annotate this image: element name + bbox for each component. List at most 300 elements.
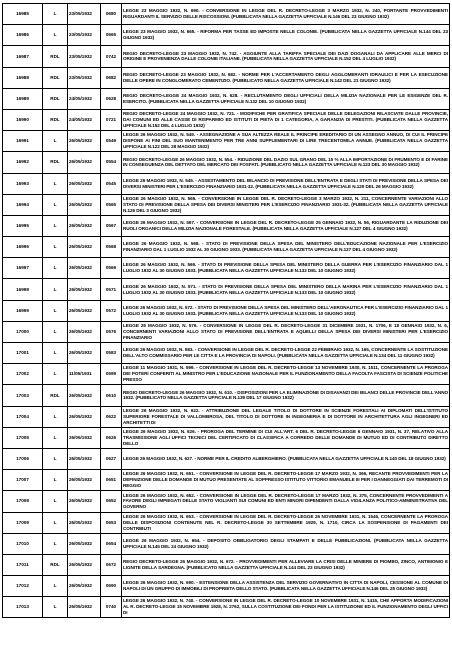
act-date-cell [68,237,101,258]
act-date-cell [68,67,101,88]
record-number-cell [3,343,43,364]
act-page-number-cell [101,88,122,109]
act-page-number: 0622 [105,413,117,419]
record-number: 17007 [16,477,29,483]
act-page-number: 0680 [105,11,117,17]
act-description: LEGGE 26 MAGGIO 1932, N. 568. - STATO DI PREVISIONE DELLA SPESA DEL MINISTERO DELL'EDUCAZIONE NAZIONALE PER L'ESERCIZIO FINANZIARIO DAL 1 LUGLIO 1932 AL 30 GIUGNO 1933. (PUBBLICATA NELLA GAZZETTA UFFICIALE N.127 DEL 4 GIUGNO 1932) [123,241,448,253]
record-number-cell [3,109,43,130]
record-number: 17003 [16,392,29,398]
act-date: 23/05/1932 [69,32,92,38]
act-date: 26/05/1932 [69,562,92,568]
act-date: 23/05/1932 [69,53,92,59]
record-number-cell [3,406,43,427]
act-page-number: 0599 [105,371,117,377]
act-description-cell [122,364,450,385]
act-type: RDL [50,74,60,80]
act-type: L [53,328,57,334]
act-description: LEGGE 11 MAGGIO 1931, N. 599. - CONVERSIONE IN LEGGE DEL R. DECRETO-LEGGE 13 NOVEMBRE 1930, N. 1511, CONCERNENTE LA PROROGA DEI POTERI CONFERITI AL MINISTRO PER L'EDUCAZIONE NAZIONALE PER IL FUNZIONAMENTO DELLA FACOLTA FASCISTA DI SCIENZE POLITICHE PRESSO [123,365,448,383]
act-date-cell [68,491,101,512]
act-date: 26/05/1932 [69,180,92,186]
act-date-cell [68,512,101,533]
act-page-number: 0554 [105,159,117,165]
act-date-cell [68,4,101,25]
act-type-cell [43,406,68,427]
act-page-number: 0568 [105,244,117,250]
record-number-cell [3,279,43,300]
act-type-cell [43,4,68,25]
act-date-cell [68,131,101,152]
act-type: RDL [50,392,60,398]
act-page-number-cell [101,237,122,258]
act-description-cell [122,300,450,321]
act-description-cell [122,279,450,300]
act-type-cell [43,237,68,258]
act-type-cell [43,343,68,364]
record-number: 16988 [16,74,29,80]
act-date-cell [68,406,101,427]
record-number: 16998 [16,286,29,292]
act-type-cell [43,364,68,385]
act-type: L [53,307,57,313]
act-description-cell [122,46,450,67]
act-type-cell [43,491,68,512]
act-date: 26/05/1932 [69,604,92,610]
act-description: LEGGE 26 MAGGIO 1932, N. 576. - CONVERSIONE IN LEGGE DEL R. DECRETO-LEGGE 31 DICEMBRE 1931, N. 1706, E 18 GENNAIO 1932, N. 6, CONCERNENTI VARIAZIONI ALLO STATO DI PREVISIONE DELL'ENTRATA E AQUELLI DELLA SPESA DEI DIVERSI MINISTERI PER L'ESERCIZIO FINANZIARIO [123,323,448,340]
record-number: 16995 [16,223,29,229]
act-page-number-cell [101,491,122,512]
act-description: REGIO DECRETO-LEGGE 23 MAGGIO 1932, N. 682. - NORME PER L'ACCERTAMENTO DEGLI AGGLOMERANTI IDRAULICI E PER LA ESECUZIONE DELLE OPERE IN CONGLOMERATO CEMENTIZIO. (PUBBLICATO NELLA GAZZETTA UFFICIALE N.142 DEL 21 GIUGNO 1932) [123,71,448,83]
act-type-cell [43,131,68,152]
act-page-number-cell [101,131,122,152]
act-date: 26/05/1932 [69,583,92,589]
act-description: LEGGE 26 MAGGIO 1932, N. 545. - ASSESTAMENTO DEL BILANCIO DI PREVISIONE DELL'ENTRATA E DEGLI STATI DI PREVISIONE DELLA SPESA DEI DIVERSI MINISTERI PER L'ESERCIZIO FINANZIARIO 1931-32. (PUBBLICATA NELLA GAZZETTA UFFICIALE N.120 DEL 26 MAGGIO 1932) [123,177,448,189]
act-description-cell [122,194,450,215]
act-page-number: 0721 [105,117,117,123]
record-number: 16987 [16,53,29,59]
act-description-cell [122,512,450,533]
act-page-number: 0545 [105,180,117,186]
act-date: 26/05/1932 [69,498,92,504]
act-page-number-cell [101,576,122,597]
table-row [3,67,450,88]
table-row [3,152,450,173]
act-description: LEGGE 26 MAGGIO 1932, N. 549. - ASSEGNAZIONE A SUA ALTEZZA REALE IL PRINCIPE EREDITARIO DI UN ASSEGNO ANNUO, DI CUI IL PRINCIPE DISPONE AI FINI DEL SUO MANTENIMENTO PER TRE ANNI SUPPLEMENTARI DI LIRE TRECENTOMILA ANNUE. (PUBBLICATA NELLA GAZZETTA UFFICIALE N.122 DEL 28 MAGGIO 1932) [123,132,448,150]
record-number: 16997 [16,265,29,271]
table-row [3,533,450,554]
act-date-cell [68,597,101,618]
act-description: LEGGE 26 MAGGIO 1932, N. 654. - DEPOSITO OBBLIGATORIO DEGLI STAMPATI E DELLE PUBBLICAZIONI. (PUBBLICATA NELLA GAZZETTA UFFICIALE N.145 DEL 24 GIUGNO 1932) [123,537,448,549]
act-type: L [53,519,57,525]
act-type: L [53,201,57,207]
act-description: LEGGE 26 MAGGIO 1932, N. 652. - CONVERSIONE IN LEGGE DEL R. DECRETO-LEGGE 17 MARZO 1932, N. 375, CONCERNENTE PROVVEDIMENTI A FAVORE DEGLI IMPIEGATI DELLE STATO VIGLIANTI SUI COMUNI ED ENTI MINORI DIPENDENTI DALLA VIGILANZA POLITICO-AMMINISTRATIVA DEL GOVERNO [123,492,448,510]
act-description-cell [122,470,450,491]
record-number: 17009 [16,519,29,525]
act-description-cell [122,533,450,554]
record-number-cell [3,491,43,512]
table-row [3,237,450,258]
act-page-number-cell [101,343,122,364]
act-type: L [53,604,57,610]
record-number: 17011 [16,562,29,568]
record-number: 16993 [16,180,29,186]
table-row [3,343,450,364]
act-type-cell [43,533,68,554]
act-date: 26/05/1932 [69,307,92,313]
act-type-cell [43,448,68,469]
act-date: 26/05/1932 [69,201,92,207]
act-type: L [53,583,57,589]
record-number: 17006 [16,456,29,462]
act-type-cell [43,321,68,342]
act-description-cell [122,576,450,597]
act-type-cell [43,427,68,448]
act-page-number: 0576 [105,328,117,334]
act-page-number-cell [101,448,122,469]
record-number-cell [3,427,43,448]
act-page-number: 0653 [105,519,117,525]
table-row [3,427,450,448]
act-page-number: 0682 [105,74,117,80]
act-page-number: 0651 [105,477,117,483]
record-number: 16992 [16,159,29,165]
act-page-number-cell [101,109,122,130]
record-number: 17002 [16,371,29,377]
act-date: 26/05/1932 [69,456,92,462]
act-date-cell [68,321,101,342]
act-type-cell [43,300,68,321]
record-number-cell [3,194,43,215]
act-type-cell [43,279,68,300]
act-description: LEGGE 26 MAGGIO 1932, N. 690. - ESTENSIONE DELLA ASSISTENZA DEL SERVIZIO GOVERNATIVO IN CITTA DI NAPOLI, CESSIONE AL COMUNE DI NAPOLI DI UN GRUPPO DI IMMOBILI DI PROPRIETA DELLO STATO. (PUBBLICATA NELLA GAZZETTA UFFICIALE N.146 DEL 25 GIUGNO 1932) [123,580,448,592]
act-description: LEGGE 26 MAGGIO 1932, N. 626. - PROROGA DEL TERMINE DI CUI ALL'ART. 6 DEL R. DECRETO-LEGGE 6 GENNAIO 1931, N. 37, RELATIVO ALLA TRASMISSIONE AGLI UFFICI TECNICI DEL CERTIFICATO DI CLASSIFICA A CORREDO DELLE DOMANDE DI MUTUO ED DI CONTRIBUTO DIRETTO DELLO [123,428,448,446]
act-page-number-cell [101,554,122,575]
act-type: L [53,138,57,144]
record-number-cell [3,448,43,469]
act-type: RDL [50,53,60,59]
act-type: RDL [50,117,60,123]
act-type: L [53,265,57,271]
act-page-number-cell [101,279,122,300]
act-description: LEGGE 26 MAGGIO 1932, N. 740. - CONVERSIONE IN LEGGE DEL R. DECRETO-LEGGE 10 NOVEMBRE 1931, N. 1415, CHE APPORTA MODIFICAZIONI AL R. DECRETO-LEGGE 15 NOVEMBRE 1928, N. 2762, SULLA COSTITUZIONE DEI FONDI PER LA ISTITUZIONE ED IL FUNZIONAMENTO DEGLI UFFICI DI [123,598,448,616]
record-number: 17010 [16,540,29,546]
act-page-number: 0690 [105,583,117,589]
act-type-cell [43,88,68,109]
act-description-cell [122,237,450,258]
act-type: L [53,456,57,462]
act-date-cell [68,554,101,575]
record-number: 16989 [16,95,29,101]
act-page-number-cell [101,67,122,88]
act-type-cell [43,597,68,618]
act-date-cell [68,25,101,46]
act-page-number-cell [101,597,122,618]
act-date: 11/05/1931 [69,371,92,377]
record-number: 16996 [16,244,29,250]
act-date: 26/05/1932 [69,265,92,271]
record-number-cell [3,67,43,88]
record-number-cell [3,173,43,194]
act-page-number-cell [101,4,122,25]
act-date: 26/05/1932 [69,392,92,398]
act-date: 26/05/1932 [69,540,92,546]
act-page-number-cell [101,364,122,385]
act-date-cell [68,448,101,469]
act-type-cell [43,109,68,130]
act-description-cell [122,173,450,194]
act-type-cell [43,576,68,597]
act-date: 26/05/1932 [69,223,92,229]
table-row [3,576,450,597]
table-row [3,194,450,215]
record-number-cell [3,88,43,109]
record-number-cell [3,300,43,321]
act-description: LEGGE 23 MAGGIO 1932, N. 665. - RIFORMA PER TASSE ED IMPOSTE NELLE COLONIE. (PUBBLICATA NELLA GAZZETTA UFFICIALE N.144 DEL 23 GIUGNO 1932) [123,29,448,41]
record-number-cell [3,237,43,258]
table-row [3,385,450,406]
act-description-cell [122,321,450,342]
act-page-number: 0627 [105,456,117,462]
act-page-number: 0665 [105,32,117,38]
act-description-cell [122,385,450,406]
record-number: 16986 [16,32,29,38]
act-page-number: 0740 [105,604,117,610]
act-date-cell [68,109,101,130]
table-row [3,215,450,236]
record-number: 17000 [16,328,29,334]
record-number-cell [3,385,43,406]
act-page-number: 0572 [105,307,117,313]
act-type-cell [43,46,68,67]
record-number: 17004 [16,413,29,419]
table-row [3,470,450,491]
act-description: LEGGE 26 MAGGIO 1932, N. 653. - CONVERSIONE IN LEGGE DEL R. DECRETO-LEGGE 26 NOVEMBRE 1931, N. 1546, CONCERNENTE LA PROROGA DELLE DISPOSIZIONI CONTENUTE NEL R. DECRETO-LEGGE 30 SETTEMBRE 1929, N. 1710, CIRCA LA SOSPENSIONE DI PAGAMENTI DEI CONTRIBUTI [123,513,448,531]
act-type-cell [43,173,68,194]
record-number: 17013 [16,604,29,610]
record-number-cell [3,597,43,618]
act-date-cell [68,152,101,173]
record-number-cell [3,470,43,491]
act-page-number-cell [101,215,122,236]
table-row [3,25,450,46]
act-type: RDL [50,562,60,568]
act-page-number: 0672 [105,562,117,568]
act-date-cell [68,427,101,448]
act-type-cell [43,554,68,575]
act-description: REGIO DECRETO-LEGGE 26 MAGGIO 1932, N. 610. - DISPOSIZIONI PER LA ELIMINAZIONE DI DISAVANZI DEI BILANCI DELLE PROVINCIE DELL'ANNO 1932. (PUBBLICATO NELLA GAZZETTA UFFICIALE N.139 DEL 17 GIUGNO 1932) [123,389,448,401]
act-date-cell [68,385,101,406]
act-description-cell [122,152,450,173]
act-page-number: 0610 [105,392,117,398]
act-type: L [53,286,57,292]
table-row [3,512,450,533]
table-row [3,4,450,25]
record-number: 16999 [16,307,29,313]
record-number-cell [3,554,43,575]
act-date-cell [68,533,101,554]
act-type: L [53,477,57,483]
act-page-number-cell [101,321,122,342]
act-description: REGIO DECRETO-LEGGE 26 MAGGIO 1932, N. 672. - PROVVEDIMENTI PER ALLEVIARE LA CRISI DELLE MINIERE DI PIOMBO, ZINCO, ANTIMONIO E LIGNITE DELLA SARDEGNA. (PUBBLICATO NELLA GAZZETTA UFFICIALE N.144 DEL 23 GIUGNO 1932) [123,559,448,570]
act-description: LEGGE 26 MAGGIO 1932, N. 569. - STATO DI PREVISIONE DELLA SPESA DEL MINISTERO DELLA GUERRA PER L'ESERCIZIO FINANZIARIO DAL 1 LUGLIO 1932 AL 30 GIUGNO 1933. (PUBBLICATA NELLA GAZZETTA UFFICIALE N.132 DEL 10 GIUGNO 1932) [123,262,448,274]
act-description-cell [122,258,450,279]
act-page-number: 0652 [105,498,117,504]
act-date: 26/05/1932 [69,350,92,356]
act-description-cell [122,88,450,109]
table-row [3,491,450,512]
act-type: L [53,180,57,186]
table-row [3,131,450,152]
act-page-number-cell [101,194,122,215]
act-date: 26/05/1932 [69,519,92,525]
act-date-cell [68,470,101,491]
act-description-cell [122,427,450,448]
act-page-number: 0565 [105,201,117,207]
act-page-number: 0626 [105,434,117,440]
act-description: REGIO DECRETO-LEGGE 26 MAGGIO 1932, N. 554. - RIDUZIONE DEL DAZIO SUL GRANO DEL 15 % ALLA IMPORTAZIONE DI FRUMENTO E DI FARINE IN CONSEGUENZA DEL DETTATO DEL MERCATO DEI FOSFATI. (PUBBLICATO NELLA GAZZETTA UFFICIALE N.123 DEL 30 MAGGIO 1932) [123,156,448,168]
act-date: 26/05/1932 [69,286,92,292]
legislation-register-table [2,3,450,618]
table-row [3,321,450,342]
act-type-cell [43,258,68,279]
record-number-cell [3,364,43,385]
act-type: L [53,434,57,440]
act-page-number: 0569 [105,265,117,271]
act-type: L [53,540,57,546]
record-number: 17008 [16,498,29,504]
act-date-cell [68,173,101,194]
act-page-number-cell [101,385,122,406]
act-date-cell [68,279,101,300]
record-number-cell [3,4,43,25]
table-row [3,448,450,469]
act-date: 26/05/1932 [69,413,92,419]
act-description: LEGGE 26 MAGGIO 1932, N. 622. - ATTRIBUZIONE DEL LEGALE TITOLO DI DOTTORE IN SCIENZE FORESTALI AI DIPLOMATI DELL'ISTITUTO SUPERIORE FORESTALE DI VALLOMBROSA, DEL TITOLO DI DOTTORE IN INGEGNERIA E DI DOTTORE IN ARCHITETTURA AGLI INGEGNERI ED ARCHITETTI DI [123,407,448,425]
act-date-cell [68,343,101,364]
act-page-number-cell [101,152,122,173]
act-type: L [53,350,57,356]
act-description-cell [122,343,450,364]
act-type-cell [43,152,68,173]
table-row [3,88,450,109]
act-page-number-cell [101,25,122,46]
record-number-cell [3,321,43,342]
record-number-cell [3,46,43,67]
table-row [3,109,450,130]
act-date-cell [68,364,101,385]
act-description: LEGGE 26 MAGGIO 1932, N. 583. - CONVERSIONE IN LEGGE DEL R. DECRETO-LEGGE 22 FEBBRAIO 1932, N. 165, CONCERNENTE LA SOSTITUZIONE DELL'ALTO COMMISSARIO PER LE CITTA E LA PROVINCIA DI NAPOLI. (PUBBLICATA NELLA GAZZETTA UFFICIALE N.134 DEL 11 GIUGNO 1932) [123,347,448,359]
record-number-cell [3,131,43,152]
table-row [3,406,450,427]
act-date: 26/05/1932 [69,434,92,440]
act-description: REGIO DECRETO-LEGGE 24 MAGGIO 1932, N. 628. - RECLUTAMENTO DEGLI UFFICIALI DELLA MILIZIA NAZIONALE PER LE ESIGENZE DEL R. ESERCITO. (PUBBLICATA NELLA GAZZETTA UFFICIALE N.132 DEL 10 GIUGNO 1932) [123,92,448,104]
record-number-cell [3,25,43,46]
act-page-number: 0628 [105,95,117,101]
act-date-cell [68,46,101,67]
act-description: LEGGE 26 MAGGIO 1932, N. 571. - STATO DI PREVISIONE DELLA SPESA DEL MINISTERO DELLA MARINA PER L'ESERCIZIO FINANZIARIO DAL 1 LUGLIO 1932 AL 30 GIUGNO 1933. (PUBBLICATA NELLA GAZZETTA UFFICIALE N.133 DEL 10 GIUGNO 1932) [123,283,448,295]
act-description: REGIO DECRETO-LEGGE 23 MAGGIO 1932, N. 742. - AGGIUNTE ALLA TARIFFA SPECIALE DEI DAZI DOGANALI DA APPLICARE ALLE MERCI DI ORIGINE E PROVENIENZA DALLE COLONIE ITALIANE. (PUBBLICATA NELLA GAZZETTA UFFICIALE N.152 DEL 4 LUGLIO 1932) [123,50,448,62]
record-number: 16994 [16,201,29,207]
act-description: LEGGE 26 MAGGIO 1932, N. 651. - CONVERSIONE IN LEGGE DEL R. DECRETO-LEGGE 17 MARZO 1932, N. 366, RECANTE PROVVEDIMENTI PER LA DEFINIZIONE DELLE DOMANDE DI MUTUO PRESENTATE AL SOPPRESSO ISTITUTO VITTORIO EMANUELE III PER I DANNEGGIATI DAI TERREMOTI DI REGGIO [123,471,448,489]
act-date-cell [68,88,101,109]
table-row [3,258,450,279]
act-type-cell [43,25,68,46]
act-page-number: 0549 [105,138,117,144]
act-page-number: 0742 [105,53,117,59]
act-description-cell [122,448,450,469]
act-page-number: 0571 [105,286,117,292]
act-type: L [53,244,57,250]
table-row [3,173,450,194]
act-date-cell [68,215,101,236]
act-date: 23/05/1932 [69,74,92,80]
act-type-cell [43,215,68,236]
act-date-cell [68,300,101,321]
table-row [3,597,450,618]
register-body [3,4,450,618]
act-type: RDL [50,159,60,165]
record-number: 17005 [16,434,29,440]
act-date: 24/05/1932 [69,117,92,123]
act-page-number-cell [101,512,122,533]
act-type: L [53,11,57,17]
act-type-cell [43,512,68,533]
act-type-cell [43,385,68,406]
act-description-cell [122,491,450,512]
record-number: 16991 [16,138,29,144]
act-page-number-cell [101,300,122,321]
table-row [3,46,450,67]
act-type: L [53,498,57,504]
table-row [3,279,450,300]
act-description-cell [122,4,450,25]
act-page-number: 0583 [105,350,117,356]
act-description-cell [122,597,450,618]
act-page-number-cell [101,173,122,194]
act-date-cell [68,576,101,597]
act-date: 23/05/1932 [69,11,92,17]
act-description: LEGGE 26 MAGGIO 1932, N. 565. - CONVERSIONE IN LEGGE DEL R. DECRETO-LEGGE 3 MARZO 1932, N. 211, CONCERNENTE VARIAZIONI ALLO STATO DI PREVISIONE DELLA SPESA DEI DIVERSI MINISTERI PER L'ESERCIZIO FINANZIARIO 1931-32. (PUBBLICATA NELLA GAZZETTA UFFICIALE N.126 DEL 3 GIUGNO 1932) [123,195,448,213]
act-page-number-cell [101,533,122,554]
record-number-cell [3,533,43,554]
act-date: 26/05/1932 [69,244,92,250]
record-number: 16990 [16,117,29,123]
act-description: LEGGE 26 MAGGIO 1932, N. 567. - CONVERSIONE IN LEGGE DEL R. DECRETO-LEGGE 25 GENNAIO 1932, N. 56, RIGUARDANTE LA RIDUZIONE DEI RUOLI ORGANICI DELLA MILIZIA NAZIONALE FORESTALE. (PUBBLICATA NELLA GAZZETTA UFFICIALE N.127 DEL 4 GIUGNO 1932) [123,220,448,231]
table-row [3,364,450,385]
act-page-number-cell [101,258,122,279]
record-number-cell [3,215,43,236]
act-page-number: 0654 [105,540,117,546]
act-type: RDL [50,95,60,101]
act-page-number: 0567 [105,223,117,229]
act-page-number-cell [101,46,122,67]
act-type: L [53,223,57,229]
act-description-cell [122,67,450,88]
act-description: LEGGE 23 MAGGIO 1932, N. 690. - CONVERSIONE IN LEGGE DEL R. DECRETO-LEGGE 3 MARZO 1932, N. 240, PORTANTE PROVVEDIMENTI RIGUARDANTI IL SERVIZIO DELLE RISCOSSIONI. (PUBBLICATA NELLA GAZZETTA UFFICIALE N.146 DEL 23 GIUGNO 1932) [123,8,448,20]
act-date: 26/05/1932 [69,159,92,165]
act-date: 24/05/1932 [69,95,92,101]
act-date-cell [68,258,101,279]
record-number-cell [3,152,43,173]
record-number: 17012 [16,583,29,589]
record-number-cell [3,512,43,533]
act-date: 26/05/1932 [69,138,92,144]
act-description-cell [122,554,450,575]
act-type: L [53,371,57,377]
table-row [3,300,450,321]
record-number-cell [3,576,43,597]
act-description-cell [122,131,450,152]
act-date-cell [68,194,101,215]
